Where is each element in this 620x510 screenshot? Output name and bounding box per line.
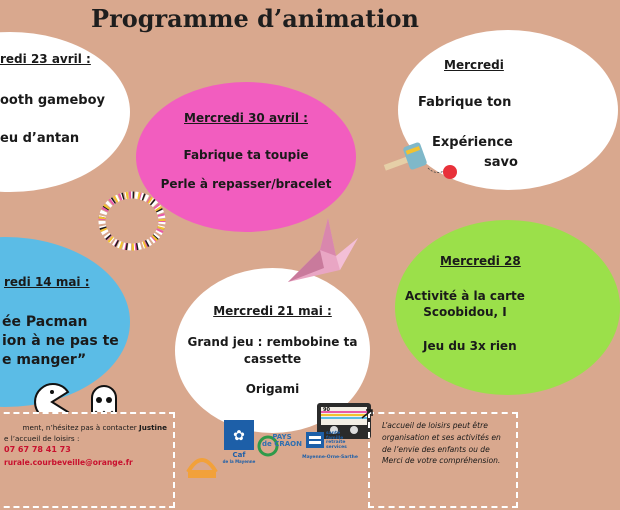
- bubble-date: redi 23 avril :: [0, 52, 91, 66]
- activity-item: eu d’antan: [0, 131, 80, 146]
- notice-line: L’accueil de loisirs peut être: [382, 421, 488, 430]
- activity-line: Activité à la carte: [405, 289, 525, 303]
- cup-and-ball-toy-icon: [380, 140, 460, 190]
- contact-intro: ment, n’hésitez pas à contacter: [22, 423, 137, 432]
- msa-line: famille: [326, 435, 344, 441]
- cassette-label: 90: [323, 407, 330, 413]
- activity-line: cassette: [243, 352, 302, 367]
- activity-item: Fabrique ta toupie: [183, 148, 309, 162]
- bubble-date: Mercredi 28: [440, 254, 521, 268]
- contact-phone[interactable]: 07 67 78 41 73: [4, 445, 71, 455]
- activity-item: [405, 288, 525, 320]
- notice-line: de l’envie des enfants ou de: [382, 444, 490, 454]
- partner-logo-1: [182, 438, 222, 482]
- pays-de-craon-label: [262, 434, 302, 449]
- contact-line: [4, 422, 167, 433]
- bubble-date: Mercredi: [444, 58, 504, 72]
- bead-bracelet-icon: [96, 188, 168, 254]
- bubble-date: Mercredi 30 avril :: [184, 111, 308, 125]
- activity-item: Jeu du 3x rien: [423, 339, 517, 353]
- bubble-april-23: [0, 32, 130, 192]
- origami-crane-icon: [284, 210, 362, 284]
- contact-email[interactable]: rurale.courbeveille@orange.fr: [4, 457, 133, 467]
- msa-line: retraite: [326, 440, 346, 446]
- bubble-date: redi 14 mai :: [4, 275, 90, 289]
- activity-item: [2, 313, 119, 370]
- msa-label: [326, 432, 356, 451]
- svg-text:✿: ✿: [233, 428, 245, 444]
- notice-box: [368, 412, 518, 508]
- activity-item: Origami: [245, 381, 300, 396]
- activity-item: Fabrique ton: [418, 95, 512, 110]
- msa-line: services: [326, 445, 347, 451]
- bubble-may-28: [395, 220, 620, 395]
- contact-name: Justine: [139, 423, 167, 432]
- msa-region: Mayenne-Orne-Sarthe: [302, 455, 358, 460]
- notice-line: organisation et ses activités en: [382, 432, 501, 442]
- caf-sublabel: de la Mayenne: [222, 459, 256, 464]
- activity-item: ooth gameboy: [0, 93, 106, 108]
- caf-logo-icon: [224, 420, 254, 450]
- activity-line: ion à ne pas te: [2, 332, 119, 349]
- activity-line: ée Pacman: [2, 314, 88, 330]
- activity-line: e manger”: [2, 351, 87, 368]
- pays-label-line: de CRAON: [262, 440, 302, 449]
- arrow-icon: [360, 408, 374, 420]
- caf-label: Caf: [232, 451, 246, 459]
- activity-item: savo: [484, 155, 518, 170]
- msa-line: santé: [326, 431, 341, 436]
- activity-line: Scoobidou, I: [423, 305, 507, 320]
- activity-line: Grand jeu : rembobine ta: [187, 335, 358, 349]
- notice-line: Merci de votre compréhension.: [382, 456, 501, 466]
- pays-label-line: PAYS: [272, 433, 292, 441]
- contact-box: [0, 412, 175, 508]
- activity-item: [188, 334, 358, 369]
- bubble-date: Mercredi 21 mai :: [213, 304, 332, 318]
- activity-item: Expérience: [432, 135, 513, 150]
- page-title: Programme d’animation: [91, 4, 419, 33]
- activity-item: Perle à repasser/bracelet: [160, 177, 332, 192]
- contact-line2: e l’accueil de loisirs :: [4, 434, 80, 444]
- msa-logo-icon: [306, 432, 324, 448]
